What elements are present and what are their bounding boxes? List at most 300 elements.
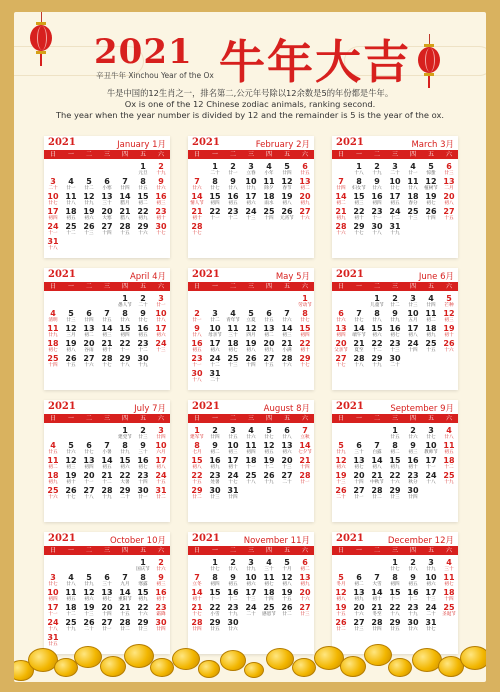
lunar-label: 廿七 <box>48 201 58 206</box>
lunar-label: 初二 <box>390 450 400 455</box>
day-number: 18 <box>65 207 77 216</box>
day-number: 9 <box>230 573 236 582</box>
lunar-label: 十八 <box>48 627 58 632</box>
day-number: 29 <box>389 618 401 627</box>
day-cell <box>368 486 386 501</box>
day-cell <box>152 177 170 192</box>
lunar-label: 元旦 <box>138 171 148 176</box>
lunar-label: 十二 <box>210 363 220 368</box>
day-grid <box>188 423 314 501</box>
day-number: 12 <box>65 324 77 333</box>
day-cell <box>62 603 80 618</box>
day-number: 16 <box>209 456 221 465</box>
day-cell <box>242 162 260 177</box>
weekday-label: 六 <box>157 547 164 554</box>
lunar-label: 初九 <box>48 480 58 485</box>
lunar-label: 初三 <box>102 333 112 338</box>
lunar-label: 初五 <box>264 450 274 455</box>
month-year: 2021 <box>48 533 76 544</box>
day-number: 4 <box>50 309 56 318</box>
day-cell <box>368 456 386 471</box>
day-cell <box>224 207 242 222</box>
day-number: 20 <box>335 339 347 348</box>
day-number: 9 <box>392 309 398 318</box>
lunar-label: 廿一 <box>300 480 310 485</box>
day-cell <box>44 618 62 633</box>
weekday-label: 五 <box>139 283 146 290</box>
day-number: 31 <box>209 369 221 378</box>
lunar-label: 初八 <box>336 597 346 602</box>
lunar-label: 十五 <box>156 480 166 485</box>
lunar-label: 十四 <box>354 480 364 485</box>
lunar-label: 初六 <box>426 582 436 587</box>
day-cell <box>206 588 224 603</box>
day-cell <box>404 162 422 177</box>
day-number: 9 <box>410 573 416 582</box>
lunar-label: 初六 <box>246 582 256 587</box>
day-cell <box>440 588 458 603</box>
day-cell <box>278 162 296 177</box>
day-cell <box>386 471 404 486</box>
day-cell <box>404 192 422 207</box>
day-number: 27 <box>83 486 95 495</box>
day-cell <box>224 471 242 486</box>
day-number: 11 <box>407 177 419 186</box>
day-cell <box>116 222 134 237</box>
day-cell <box>188 471 206 486</box>
day-number: 27 <box>101 618 113 627</box>
month-name: March 3月 <box>411 140 454 150</box>
weekday-label: 三 <box>103 283 110 290</box>
day-number: 28 <box>371 618 383 627</box>
day-cell <box>440 309 458 324</box>
day-cell <box>332 456 350 471</box>
day-cell <box>440 192 458 207</box>
day-cell <box>404 588 422 603</box>
day-number: 6 <box>86 441 92 450</box>
lunar-label: 元宵节 <box>280 216 294 221</box>
lunar-label: 十三 <box>246 597 256 602</box>
month-year: 2021 <box>336 401 364 412</box>
day-cell <box>98 207 116 222</box>
day-cell <box>206 456 224 471</box>
weekday-label: 一 <box>211 283 218 290</box>
day-cell <box>350 354 368 369</box>
day-cell <box>386 456 404 471</box>
lunar-label: 十五 <box>336 612 346 617</box>
lunar-label: 初六 <box>210 348 220 353</box>
day-cell <box>224 486 242 501</box>
day-number: 13 <box>335 324 347 333</box>
day-number: 11 <box>443 573 455 582</box>
day-cell <box>404 426 422 441</box>
day-number: 22 <box>299 339 311 348</box>
lunar-label: 二十 <box>120 495 130 500</box>
lunar-label: 十七 <box>336 363 346 368</box>
day-cell <box>368 309 386 324</box>
weekday-header <box>188 414 314 423</box>
lantern-icon <box>418 34 440 88</box>
day-cell <box>350 324 368 339</box>
day-cell <box>206 603 224 618</box>
day-cell <box>368 618 386 633</box>
day-cell <box>152 339 170 354</box>
day-cell <box>134 207 152 222</box>
empty-cell <box>62 558 80 573</box>
day-cell <box>44 603 62 618</box>
day-cell <box>422 309 440 324</box>
day-number: 10 <box>389 177 401 186</box>
weekday-header <box>188 150 314 159</box>
day-cell <box>152 294 170 309</box>
day-number: 30 <box>407 486 419 495</box>
day-cell <box>98 471 116 486</box>
lunar-label: 妇女节 <box>352 186 366 191</box>
empty-cell <box>98 162 116 177</box>
lunar-label: 感恩节 <box>262 612 276 617</box>
month-card <box>332 268 458 390</box>
day-cell <box>188 618 206 633</box>
day-cell <box>260 162 278 177</box>
day-cell <box>260 471 278 486</box>
day-cell <box>134 339 152 354</box>
lunar-label: 十八 <box>192 378 202 383</box>
day-grid <box>332 555 458 633</box>
day-cell <box>134 456 152 471</box>
day-cell <box>422 441 440 456</box>
lunar-label: 廿七 <box>210 567 220 572</box>
lunar-label: 七月 <box>192 450 202 455</box>
day-number: 15 <box>119 456 131 465</box>
day-cell <box>422 207 440 222</box>
day-cell <box>116 618 134 633</box>
day-number: 2 <box>212 426 218 435</box>
day-grid <box>188 291 314 384</box>
day-number: 16 <box>371 192 383 201</box>
day-cell <box>206 177 224 192</box>
lunar-label: 初七 <box>102 597 112 602</box>
weekday-header <box>332 150 458 159</box>
day-number: 28 <box>119 222 131 231</box>
day-number: 4 <box>446 426 452 435</box>
lunar-label: 初十 <box>192 597 202 602</box>
empty-cell <box>188 558 206 573</box>
day-cell <box>278 207 296 222</box>
day-cell <box>440 573 458 588</box>
lunar-label: 初七 <box>390 333 400 338</box>
gold-coin-icon <box>244 662 264 678</box>
day-number: 30 <box>137 486 149 495</box>
lunar-label: 廿八 <box>228 186 238 191</box>
day-cell <box>152 192 170 207</box>
day-cell <box>404 339 422 354</box>
lunar-label: 初九 <box>390 465 400 470</box>
lunar-label: 大寒 <box>102 216 112 221</box>
gold-coin-icon <box>150 658 174 677</box>
weekday-label: 六 <box>445 547 452 554</box>
day-number: 8 <box>140 177 146 186</box>
lunar-label: 廿八 <box>282 435 292 440</box>
day-cell <box>224 339 242 354</box>
lunar-label: 二十 <box>84 627 94 632</box>
lunar-label: 圣诞节 <box>442 612 456 617</box>
month-header <box>332 268 458 282</box>
day-cell <box>260 456 278 471</box>
day-number: 23 <box>227 603 239 612</box>
day-number: 6 <box>446 162 452 171</box>
day-cell <box>368 603 386 618</box>
lunar-label: 十六 <box>138 231 148 236</box>
lunar-label: 十四 <box>264 597 274 602</box>
weekday-label: 六 <box>301 283 308 290</box>
day-number: 2 <box>230 558 236 567</box>
weekday-label: 四 <box>409 283 416 290</box>
day-number: 10 <box>155 441 167 450</box>
lunar-label: 清明 <box>48 318 58 323</box>
day-number: 5 <box>338 441 344 450</box>
day-number: 22 <box>209 207 221 216</box>
day-cell <box>350 162 368 177</box>
day-number: 5 <box>446 294 452 303</box>
month-header <box>44 136 170 150</box>
day-number: 5 <box>68 441 74 450</box>
day-number: 15 <box>371 324 383 333</box>
day-number: 25 <box>407 207 419 216</box>
day-cell <box>62 456 80 471</box>
lunar-label: 初五 <box>102 465 112 470</box>
day-cell <box>62 192 80 207</box>
day-cell <box>134 222 152 237</box>
empty-cell <box>278 294 296 309</box>
lunar-label: 十九 <box>138 363 148 368</box>
day-number: 22 <box>371 339 383 348</box>
day-cell <box>368 177 386 192</box>
day-number: 23 <box>371 207 383 216</box>
empty-cell <box>44 426 62 441</box>
month-header <box>188 268 314 282</box>
weekday-label: 六 <box>445 283 452 290</box>
lunar-label: 初二 <box>48 465 58 470</box>
weekday-label: 日 <box>49 415 56 422</box>
lunar-label: 三月 <box>66 333 76 338</box>
day-number: 29 <box>137 618 149 627</box>
lunar-label: 初八 <box>372 465 382 470</box>
day-cell <box>332 324 350 339</box>
lunar-label: 六月 <box>156 450 166 455</box>
day-cell <box>332 618 350 633</box>
lunar-label: 十七 <box>228 480 238 485</box>
day-number: 20 <box>83 339 95 348</box>
day-number: 5 <box>86 573 92 582</box>
day-cell <box>80 339 98 354</box>
weekday-label: 六 <box>301 151 308 158</box>
day-number: 29 <box>389 486 401 495</box>
lunar-label: 廿三 <box>66 318 76 323</box>
weekday-label: 三 <box>247 283 254 290</box>
day-number: 31 <box>227 486 239 495</box>
day-cell <box>44 486 62 501</box>
lunar-label: 春节 <box>282 186 292 191</box>
day-cell <box>278 177 296 192</box>
lunar-label: 廿七 <box>426 627 436 632</box>
lunar-label: 立冬 <box>192 582 202 587</box>
lunar-label: 夏至 <box>354 348 364 353</box>
day-number: 16 <box>227 192 239 201</box>
day-cell <box>152 588 170 603</box>
day-cell <box>422 588 440 603</box>
day-cell <box>296 192 314 207</box>
weekday-label: 四 <box>265 151 272 158</box>
day-cell <box>350 471 368 486</box>
day-number: 1 <box>392 558 398 567</box>
empty-cell <box>62 294 80 309</box>
day-cell <box>404 486 422 501</box>
day-cell <box>152 471 170 486</box>
day-cell <box>62 324 80 339</box>
empty-cell <box>188 162 206 177</box>
empty-cell <box>98 294 116 309</box>
lunar-label: 十一 <box>48 612 58 617</box>
day-cell <box>386 588 404 603</box>
day-number: 28 <box>119 618 131 627</box>
day-cell <box>134 588 152 603</box>
day-number: 10 <box>407 309 419 318</box>
gold-coin-icon <box>292 658 316 677</box>
day-cell <box>278 588 296 603</box>
day-cell <box>278 441 296 456</box>
day-cell <box>224 456 242 471</box>
day-number: 28 <box>101 486 113 495</box>
weekday-label: 二 <box>229 415 236 422</box>
day-number: 23 <box>137 471 149 480</box>
day-cell <box>368 441 386 456</box>
lunar-label: 大雪 <box>372 582 382 587</box>
lunar-label: 廿七 <box>354 318 364 323</box>
day-number: 18 <box>425 324 437 333</box>
day-number: 7 <box>356 309 362 318</box>
day-cell <box>296 354 314 369</box>
day-number: 27 <box>299 207 311 216</box>
lunar-label: 谷雨 <box>84 348 94 353</box>
day-number: 13 <box>353 588 365 597</box>
weekday-label: 日 <box>49 547 56 554</box>
day-cell <box>44 441 62 456</box>
lunar-label: 初六 <box>84 216 94 221</box>
lunar-label: 春分 <box>408 201 418 206</box>
day-number: 13 <box>353 456 365 465</box>
day-cell <box>368 162 386 177</box>
lunar-label: 廿四 <box>228 495 238 500</box>
lunar-label: 二十 <box>138 303 148 308</box>
day-number: 5 <box>266 426 272 435</box>
day-number: 19 <box>281 192 293 201</box>
day-cell <box>206 324 224 339</box>
day-cell <box>134 426 152 441</box>
day-number: 18 <box>443 588 455 597</box>
lunar-label: 初二 <box>264 333 274 338</box>
lunar-label: 愚人节 <box>118 303 132 308</box>
lunar-label: 十一 <box>84 480 94 485</box>
day-cell <box>386 486 404 501</box>
day-number: 22 <box>119 339 131 348</box>
lunar-label: 初三 <box>66 465 76 470</box>
day-grid <box>188 555 314 633</box>
lunar-label: 廿五 <box>48 642 58 647</box>
day-cell <box>242 471 260 486</box>
lunar-label: 初十 <box>156 216 166 221</box>
weekday-label: 二 <box>373 283 380 290</box>
day-number: 31 <box>47 633 59 642</box>
day-number: 17 <box>407 324 419 333</box>
lunar-label: 廿六 <box>408 627 418 632</box>
day-number: 20 <box>83 471 95 480</box>
intro-english-1: Ox is one of the 12 Chinese zodiac animals, ranking second. <box>124 99 376 109</box>
day-cell <box>386 324 404 339</box>
lunar-label: 处暑 <box>210 480 220 485</box>
lunar-label: 初十 <box>228 465 238 470</box>
day-number: 30 <box>371 222 383 231</box>
day-number: 17 <box>425 588 437 597</box>
month-card <box>188 136 314 258</box>
lunar-label: 廿九 <box>246 567 256 572</box>
lunar-label: 初二 <box>354 582 364 587</box>
lunar-label: 十六 <box>444 348 454 353</box>
day-number: 6 <box>104 177 110 186</box>
day-cell <box>134 441 152 456</box>
day-cell <box>422 177 440 192</box>
lunar-label: 十五 <box>444 216 454 221</box>
day-cell <box>188 486 206 501</box>
day-cell <box>116 486 134 501</box>
day-cell <box>332 486 350 501</box>
lunar-label: 十八 <box>120 363 130 368</box>
lunar-label: 廿二 <box>84 186 94 191</box>
month-name: January 1月 <box>117 140 166 150</box>
day-cell <box>188 369 206 384</box>
lunar-label: 初八 <box>246 348 256 353</box>
lunar-label: 初三 <box>156 201 166 206</box>
day-cell <box>368 354 386 369</box>
day-cell <box>440 294 458 309</box>
day-cell <box>260 558 278 573</box>
day-number: 11 <box>65 192 77 201</box>
day-number: 15 <box>137 588 149 597</box>
day-number: 11 <box>47 456 59 465</box>
day-cell <box>224 162 242 177</box>
day-cell <box>98 354 116 369</box>
lunar-label: 腊月 <box>120 201 130 206</box>
lunar-label: 十六 <box>300 216 310 221</box>
lunar-label: 重阳节 <box>118 597 132 602</box>
lunar-label: 廿三 <box>354 627 364 632</box>
day-cell <box>404 603 422 618</box>
day-number: 19 <box>335 603 347 612</box>
day-number: 10 <box>227 441 239 450</box>
day-cell <box>188 603 206 618</box>
lunar-label: 五月 <box>408 318 418 323</box>
lunar-label: 十九 <box>444 480 454 485</box>
day-cell <box>422 558 440 573</box>
day-number: 24 <box>245 603 257 612</box>
lunar-label: 初六 <box>336 465 346 470</box>
day-grid <box>332 291 458 369</box>
lunar-label: 十五 <box>192 480 202 485</box>
empty-cell <box>62 162 80 177</box>
day-cell <box>152 573 170 588</box>
day-cell <box>152 603 170 618</box>
gold-coin-icon <box>198 660 220 678</box>
day-number: 27 <box>353 486 365 495</box>
